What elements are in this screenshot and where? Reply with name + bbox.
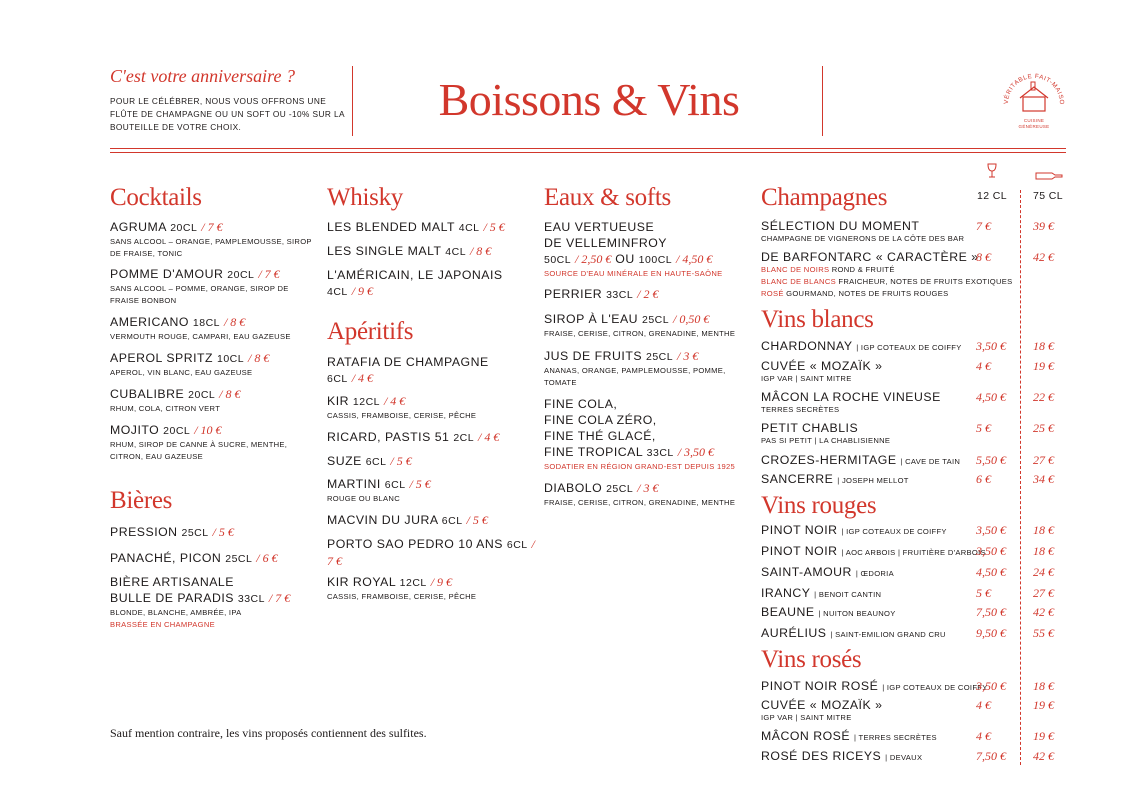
svg-text:GÉNÉREUSE: GÉNÉREUSE [1018,124,1050,129]
list-item: MACVIN DU JURA 6CL / 5 € [327,513,488,527]
table-row: MÂCON LA ROCHE VINEUSE TERRES SECRÈTES 4,50 € 22 € [761,390,1054,414]
table-row: PINOT NOIR | AOC ARBOIS | FRUITIÈRE D'ARBOIS 3,50 € 18 € [761,544,1054,558]
table-row: SÉLECTION DU MOMENT CHAMPAGNE DE VIGNERONS DE LA CÔTE DES BAR 7 € 39 € [761,219,1054,243]
list-item: MOJITO 20CL / 10 € RHUM, SIROP DE CANNE À SUCRE, MENTHE, CITRON, EAU GAZEUSE [110,423,288,461]
section-title-cocktails: Cocktails [110,184,202,211]
list-item: MARTINI 6CL / 5 € ROUGE OU BLANC [327,477,431,503]
section-title-eaux: Eaux & softs [544,184,671,211]
list-item: AGRUMA 20CL / 7 € SANS ALCOOL – ORANGE, PAMPLEMOUSSE, SIROP DE FRAISE, TONIC [110,220,312,258]
header-rule [110,152,1066,153]
list-item: CUBALIBRE 20CL / 8 € RHUM, COLA, CITRON VERT [110,387,241,413]
col-header-12cl: 12 CL [977,190,1008,202]
table-row: CUVÉE « MOZAÏK » IGP VAR | SAINT MITRE 4 € 19 € [761,698,1054,722]
list-item: POMME D'AMOUR 20CL / 7 € SANS ALCOOL – POMME, ORANGE, SIROP DE FRAISE BONBON [110,267,289,305]
page-title: Boissons & Vins [438,74,740,125]
list-item: L'AMÉRICAIN, LE JAPONAIS 4CL / 9 € [327,268,503,298]
table-row: CUVÉE « MOZAÏK » IGP VAR | SAINT MITRE 4 € 19 € [761,359,1054,383]
section-title-aperitifs: Apéritifs [327,318,414,345]
list-item: FINE COLA, FINE COLA ZÉRO, FINE THÉ GLACÉ, FINE TROPICAL 33CL / 3,50 € SODATIER EN RÉGION GRAND-EST DEPUIS 1925 [544,397,736,471]
table-row: SANCERRE | JOSEPH MELLOT 6 € 34 € [761,472,1054,486]
list-item: LES SINGLE MALT 4CL / 8 € [327,244,492,258]
list-item: APEROL SPRITZ 10CL / 8 € APEROL, VIN BLANC, EAU GAZEUSE [110,351,270,377]
section-title-champagnes: Champagnes [761,184,888,211]
section-title-vins-roses: Vins rosés [761,646,862,673]
section-title-vins-rouges: Vins rouges [761,492,877,519]
list-item: KIR ROYAL 12CL / 9 € CASSIS, FRAMBOISE, CERISE, PÊCHE [327,575,477,601]
table-row: ROSÉ DES RICEYS | DEVAUX 7,50 € 42 € [761,749,1054,763]
table-row: DE BARFONTARC « CARACTÈRE » BLANC DE NOIRS ROND & FRUITÉ BLANC DE BLANCS FRAICHEUR, NOTES DE FRUITS EXOTIQUES ROSÉ GOURMAND, NOTES DE FRUITS ROUGES 8 € 42 € [761,250,1054,298]
list-item: RICARD, PASTIS 51 2CL / 4 € [327,430,500,444]
table-row: BEAUNE | NUITON BEAUNOY 7,50 € 42 € [761,605,1054,619]
list-item: PANACHÉ, PICON 25CL / 6 € [110,551,278,565]
sulfites-note: Sauf mention contraire, les vins proposés contiennent des sulfites. [110,726,427,740]
list-item: SIROP À L'EAU 25CL / 0,50 € FRAISE, CERISE, CITRON, GRENADINE, MENTHE [544,312,736,338]
list-item: AMERICANO 18CL / 8 € VERMOUTH ROUGE, CAMPARI, EAU GAZEUSE [110,315,291,341]
header-rule [110,148,1066,149]
list-item: PERRIER 33CL / 2 € [544,287,659,301]
birthday-text: POUR LE CÉLÉBRER, NOUS VOUS OFFRONS UNE FLÛTE DE CHAMPAGNE OU UN SOFT OU -10% SUR LA BOUTEILLE DE VOTRE CHOIX. [110,96,345,132]
list-item: PORTO SAO PEDRO 10 ANS 6CL / 7 € [327,537,535,568]
birthday-block [110,66,345,134]
bottle-icon [1035,168,1063,186]
table-row: CHARDONNAY | IGP COTEAUX DE COIFFY 3,50 € 18 € [761,339,1054,353]
table-row: PINOT NOIR ROSÉ | IGP COTEAUX DE COIFFY 3,50 € 18 € [761,679,1054,693]
svg-text:VÉRITABLE FAIT-MAISON: VÉRITABLE FAIT-MAISO [1002,72,1066,106]
table-row: MÂCON ROSÉ | TERRES SECRÈTES 4 € 19 € [761,729,1054,743]
table-row: AURÉLIUS | SAINT-EMILION GRAND CRU 9,50 € 55 € [761,626,1054,640]
birthday-title: C'est votre anniversaire ? [110,66,295,86]
divider [822,66,823,136]
fait-maison-badge [998,64,1070,136]
wine-glass-icon [986,163,998,184]
svg-text:CUISINE: CUISINE [1023,118,1045,123]
list-item: BIÈRE ARTISANALE BULLE DE PARADIS 33CL / 7 € BLONDE, BLANCHE, AMBRÉE, IPA BRASSÉE EN CHAMPAGNE [110,575,291,629]
house-icon [998,64,1070,136]
col-header-75cl: 75 CL [1033,190,1064,202]
list-item: PRESSION 25CL / 5 € [110,525,234,539]
table-row: PETIT CHABLIS PAS SI PETIT | LA CHABLISIENNE 5 € 25 € [761,421,1054,445]
table-row: CROZES-HERMITAGE | CAVE DE TAIN 5,50 € 27 € [761,453,1054,467]
section-title-vins-blancs: Vins blancs [761,306,874,333]
list-item: SUZE 6CL / 5 € [327,454,412,468]
section-title-whisky: Whisky [327,184,403,211]
section-title-bieres: Bières [110,487,173,514]
table-row: IRANCY | BENOIT CANTIN 5 € 27 € [761,586,1054,600]
list-item: RATAFIA DE CHAMPAGNE 6CL / 4 € [327,355,489,385]
table-row: PINOT NOIR | IGP COTEAUX DE COIFFY 3,50 € 18 € [761,523,1054,537]
list-item: LES BLENDED MALT 4CL / 5 € [327,220,505,234]
divider [352,66,353,136]
list-item: KIR 12CL / 4 € CASSIS, FRAMBOISE, CERISE, PÊCHE [327,394,477,420]
list-item: EAU VERTUEUSE DE VELLEMINFROY 50CL / 2,50 € OU 100CL / 4,50 € SOURCE D'EAU MINÉRALE EN HAUTE-SAÔNE [544,220,723,278]
list-item: JUS DE FRUITS 25CL / 3 € ANANAS, ORANGE, PAMPLEMOUSSE, POMME, TOMATE [544,349,726,387]
table-row: SAINT-AMOUR | ŒDORIA 4,50 € 24 € [761,565,1054,579]
list-item: DIABOLO 25CL / 3 € FRAISE, CERISE, CITRON, GRENADINE, MENTHE [544,481,736,507]
